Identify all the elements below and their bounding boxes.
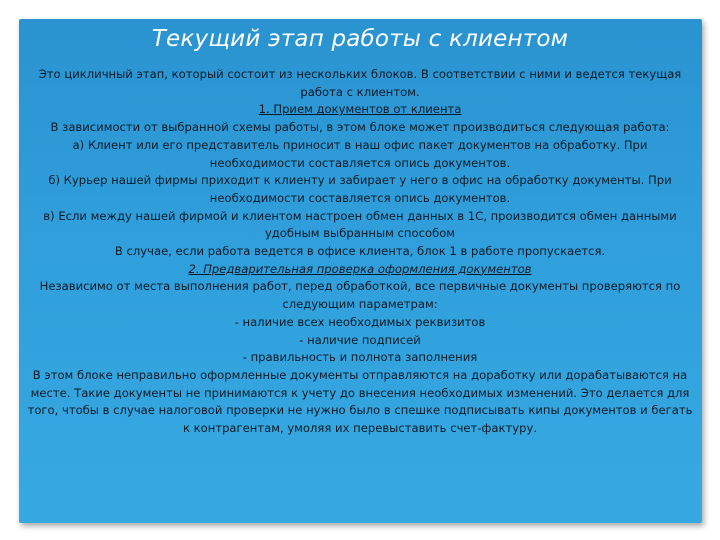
option-b-paragraph: б) Курьер нашей фирмы приходит к клиенту и забирает у него в офис на обработку документы. При необходимости составляется опись документов. xyxy=(48,173,672,205)
block-1-heading: 1. Прием документов от клиента xyxy=(258,102,462,117)
block-2-description: Независимо от места выполнения работ, перед обработкой, все первичные документы проверяются по следующим параметрам: xyxy=(39,279,681,312)
slide-title: Текущий этап работы с клиентом xyxy=(151,26,569,52)
slide-body xyxy=(24,66,696,438)
option-a-paragraph: а) Клиент или его представитель приносит в наш офис пакет документов на обработку. При необходимости составляется опись документов. xyxy=(72,137,648,170)
block-2-heading: 2. Предварительная проверка оформления документов xyxy=(188,261,532,276)
check-item-signatures: - наличие подписей xyxy=(299,332,421,347)
office-note-paragraph: В случае, если работа ведется в офисе клиента, блок 1 в работе пропускается. xyxy=(114,244,606,259)
check-item-completeness: - правильность и полнота заполнения xyxy=(242,350,478,365)
check-item-requisites: - наличие всех необходимых реквизитов xyxy=(234,314,486,329)
option-c-paragraph: в) Если между нашей фирмой и клиентом настроен обмен данных в 1С, производится обмен данными удобным выбранным способом xyxy=(43,208,677,241)
closing-paragraph: В этом блоке неправильно оформленные документы отправляются на доработку или дорабатываются на месте. Такие документы не принимаются к учету до внесения необходимых изменений. Это делается для того, чтобы в случае налоговой проверки не нужно было в спешке подписывать кипы документов и бегать к контрагентам, умоляя их перевыставить счет-фактуру. xyxy=(27,367,693,436)
intro-paragraph: Это цикличный этап, который состоит из нескольких блоков. В соответствии с ними и ведется текущая работа с клиентом. xyxy=(38,67,682,99)
block-1-description: В зависимости от выбранной схемы работы, в этом блоке может производиться следующая работа: xyxy=(50,120,670,135)
